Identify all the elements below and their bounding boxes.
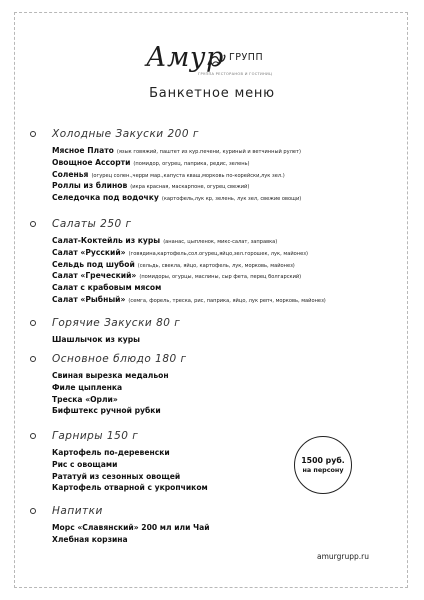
- section-heading: Основное блюдо 180 г: [52, 353, 187, 365]
- item-name: Салат «Русский»: [52, 247, 126, 257]
- bullet-circle-icon: [30, 221, 36, 227]
- menu-item: [52, 244, 326, 256]
- menu-item: [52, 331, 143, 343]
- item-description: (икра красная, маскарпоне, огурец свежий): [130, 184, 250, 191]
- item-name: Мясное Плато: [52, 146, 114, 155]
- logo-tagline: ГРУППА РЕСТОРАНОВ И ГОСТИНИЦ: [198, 72, 273, 76]
- item-name: Салат-Коктейль из куры: [52, 236, 161, 245]
- menu-item: [52, 479, 211, 491]
- menu-item: [52, 291, 326, 303]
- menu-item: [52, 232, 326, 244]
- item-name: Треска «Орли»: [52, 394, 118, 404]
- item-name: Шашлычок из куры: [52, 335, 141, 344]
- item-name: Филе цыпленка: [52, 382, 123, 392]
- item-name: Рататуй из сезонных овощей: [52, 471, 181, 481]
- item-description: (помидор, огурец, паприка, редис, зелень): [133, 160, 250, 167]
- bullet-circle-icon: [30, 433, 36, 439]
- item-name: Свиная вырезка медальон: [52, 371, 169, 380]
- item-description: (язык говяжий, паштет из кур.печени, куриный и ветчинный рулет): [116, 149, 301, 155]
- logo-group-label: ГРУПП: [229, 52, 264, 63]
- swan-icon: [205, 52, 227, 68]
- menu-item: [52, 402, 172, 414]
- item-name: Салат «Рыбный»: [52, 294, 126, 304]
- menu-item: [52, 379, 172, 391]
- menu-item: [52, 519, 213, 531]
- brand-logo: [0, 40, 424, 86]
- item-description: (ананас, цыпленок, микс-салат, заправка): [163, 239, 278, 245]
- item-name: Салат «Греческий»: [52, 271, 137, 281]
- section-heading: Горячие Закуски 80 г: [52, 317, 181, 329]
- item-description: (помидоры, огурцы, маслины, сыр фета, перец болгарский): [139, 274, 302, 281]
- item-name: Роллы из блинов: [52, 181, 128, 191]
- item-name: Селедочка под водочку: [52, 193, 159, 203]
- menu-item: [52, 367, 172, 379]
- item-name: Картофель отварной с укропчиком: [52, 483, 208, 493]
- item-name: Соленья: [52, 169, 89, 179]
- item-name: Рис с овощами: [52, 459, 118, 469]
- bullet-circle-icon: [30, 131, 36, 137]
- section-heading: Холодные Закуски 200 г: [52, 128, 199, 140]
- menu-item: [52, 279, 326, 291]
- menu-item: [52, 531, 213, 543]
- price-unit: на персону: [302, 465, 344, 474]
- section-heading: Салаты 250 г: [52, 218, 132, 230]
- item-name: Сельдь под шубой: [52, 259, 135, 269]
- item-description: (семга, форель, треска, рис, паприка, яйцо, лук репч, морковь, майонез): [128, 297, 326, 304]
- menu-item: [52, 256, 326, 268]
- section-heading: Напитки: [52, 505, 103, 517]
- section-heading: Гарниры 150 г: [52, 430, 139, 442]
- bullet-circle-icon: [30, 356, 36, 362]
- item-description: (сельдь, свекла, яйцо, картофель, лук, морковь, майонез): [137, 262, 295, 269]
- price-badge: [294, 436, 352, 494]
- item-description: (огурец солен.,черри мар.,капуста кваш,морковь по-корейски,лук зел.): [91, 172, 285, 179]
- item-name: Хлебная корзина: [52, 534, 128, 544]
- menu-item: [52, 456, 211, 468]
- menu-item: [52, 189, 301, 201]
- item-name: Картофель по-деревенски: [52, 448, 170, 457]
- item-name: Бифштекс ручной рубки: [52, 406, 161, 416]
- bullet-circle-icon: [30, 508, 36, 514]
- menu-item: [52, 154, 301, 166]
- menu-item: [52, 142, 301, 154]
- menu-item: [52, 267, 326, 279]
- item-name: Овощное Ассорти: [52, 157, 131, 167]
- website-link[interactable]: amurgrupp.ru: [317, 552, 369, 561]
- logo-wordmark: Амур: [146, 42, 224, 73]
- item-description: (картофель,лук кр, зелень, лук зел, свежие овощи): [161, 196, 302, 203]
- menu-item: [52, 166, 301, 178]
- price-amount: 1500 руб.: [301, 455, 345, 465]
- bullet-circle-icon: [30, 320, 36, 326]
- item-name: Морс «Славянский» 200 мл или Чай: [52, 523, 210, 532]
- menu-title: Банкетное меню: [149, 86, 275, 101]
- menu-item: [52, 444, 211, 456]
- item-name: Салат с крабовым мясом: [52, 283, 162, 293]
- menu-item: [52, 391, 172, 403]
- item-description: (говядина,картофель,сол.огурец,яйцо,зел.горошек, лук, майонез): [128, 250, 308, 257]
- menu-item: [52, 177, 301, 189]
- menu-item: [52, 468, 211, 480]
